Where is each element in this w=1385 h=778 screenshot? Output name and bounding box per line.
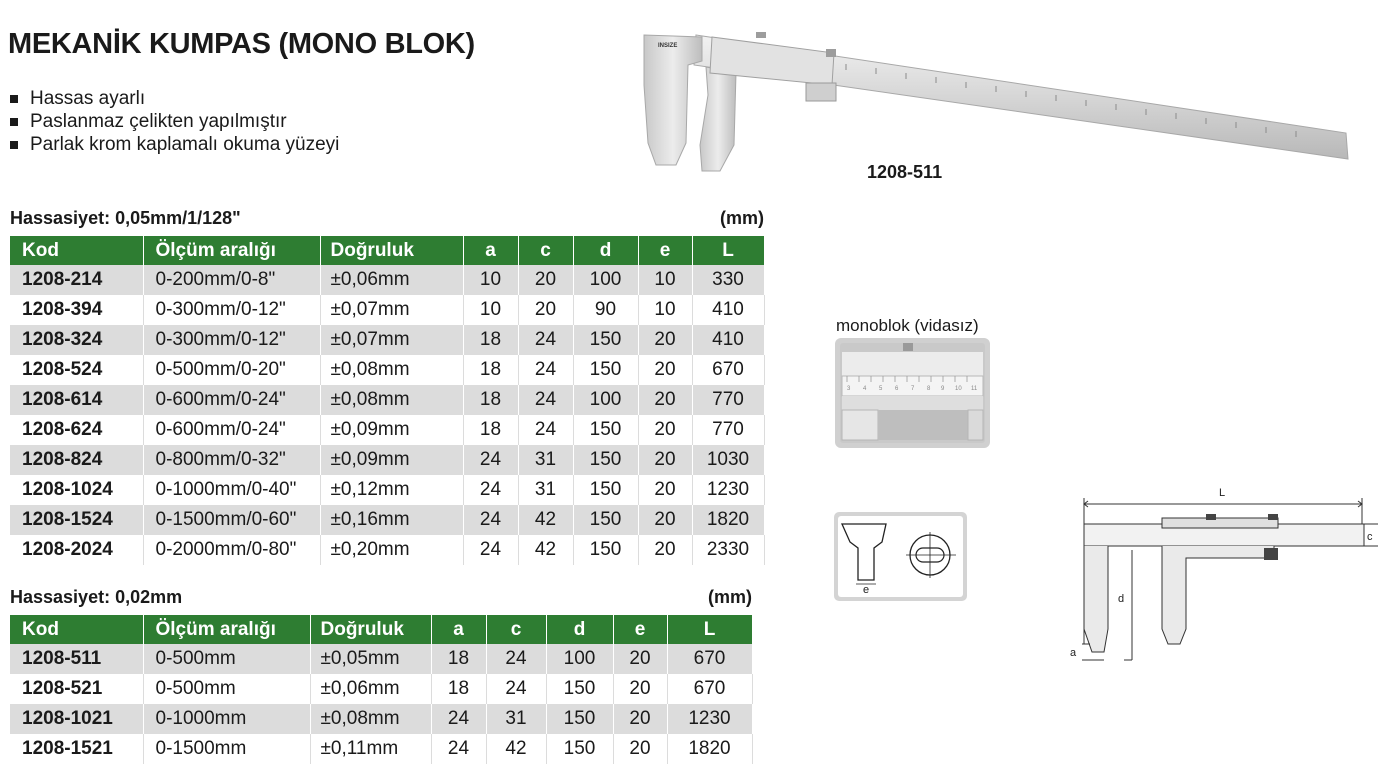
table-cell: 150 [573,475,638,505]
table-header-row [10,236,764,265]
monoblock-label: monoblok (vidasız) [836,316,979,335]
table-cell: 670 [692,355,764,385]
table-cell: 24 [463,475,518,505]
table-cell: 1230 [667,704,752,734]
table-cell: 42 [518,535,573,565]
table-row [10,415,764,445]
table-cell: 31 [518,475,573,505]
table-cell: ±0,07mm [320,295,463,325]
table-cell: 24 [486,644,546,674]
table-cell: 1030 [692,445,764,475]
jaw-profile-diagram [834,512,967,601]
table-row [10,295,764,325]
table-cell: 20 [518,265,573,295]
table-cell: ±0,07mm [320,325,463,355]
table-cell: 670 [667,644,752,674]
table-cell: 20 [638,505,692,535]
table-cell: 18 [431,644,486,674]
table-cell: 410 [692,325,764,355]
dimension-label-L: L [1219,487,1226,499]
scale-number: 7 [911,386,915,392]
table-cell: 20 [638,445,692,475]
table-cell: 1208-394 [10,295,143,325]
product-image-caption: 1208-511 [867,162,943,182]
column-header: L [692,236,764,265]
table1-unit: (mm) [720,208,764,228]
table2-heading [10,587,752,608]
table-cell: 20 [518,295,573,325]
table-cell: 150 [573,325,638,355]
column-header: e [638,236,692,265]
caliper-product-image [636,25,1352,175]
table-cell: ±0,09mm [320,445,463,475]
table-cell: 0-600mm/0-24" [143,415,320,445]
table1-precision: Hassasiyet: 0,05mm/1/128" [10,208,241,228]
table-row [10,355,764,385]
table-cell: 20 [638,535,692,565]
scale-number: 11 [971,386,978,392]
table-cell: 20 [638,475,692,505]
table-cell: 1208-214 [10,265,143,295]
table-cell: 0-1000mm [143,704,310,734]
table-cell: 1820 [692,505,764,535]
table-cell: 1208-1521 [10,734,143,764]
column-header: Ölçüm aralığı [143,236,320,265]
table-cell: 150 [546,674,613,704]
monoblock-detail-image [835,338,990,448]
table-cell: 20 [638,385,692,415]
column-header: Doğruluk [320,236,463,265]
column-header: d [573,236,638,265]
table-cell: 1230 [692,475,764,505]
table-cell: 100 [573,265,638,295]
scale-number: 10 [955,386,962,392]
table-cell: 770 [692,415,764,445]
table-cell: 24 [486,674,546,704]
table-cell: 0-500mm/0-20" [143,355,320,385]
table-cell: 1208-1021 [10,704,143,734]
table-cell: 150 [573,535,638,565]
table-cell: ±0,06mm [320,265,463,295]
table-cell: ±0,09mm [320,415,463,445]
table-cell: 90 [573,295,638,325]
scale-number: 9 [941,386,945,392]
table-cell: 1208-511 [10,644,143,674]
table-cell: ±0,16mm [320,505,463,535]
table2-unit: (mm) [708,587,752,607]
table-row [10,734,752,764]
table-cell: 150 [573,445,638,475]
table-row [10,325,764,355]
scale-number: 8 [927,386,931,392]
table-cell: 1208-624 [10,415,143,445]
table-cell: 20 [613,644,667,674]
table-cell: 0-800mm/0-32" [143,445,320,475]
table-cell: 150 [573,415,638,445]
table-cell: 24 [518,385,573,415]
table-cell: 1208-521 [10,674,143,704]
feature-item [10,87,339,110]
brand-logo-text: INSIZE [658,43,678,49]
scale-number: 4 [863,386,867,392]
feature-item [10,110,339,133]
bullet-icon [10,118,18,126]
table-cell: ±0,11mm [310,734,431,764]
column-header: e [613,615,667,644]
feature-text: Parlak krom kaplamalı okuma yüzeyi [30,134,340,155]
table-cell: 24 [431,704,486,734]
table-cell: 1208-1524 [10,505,143,535]
dimension-label-d: d [1118,593,1125,605]
table-cell: 24 [463,505,518,535]
table-cell: 670 [667,674,752,704]
table-cell: 24 [518,325,573,355]
table-cell: 24 [463,535,518,565]
table-row [10,644,752,674]
table-row [10,475,764,505]
table-cell: ±0,06mm [310,674,431,704]
column-header: c [486,615,546,644]
table-cell: 10 [463,295,518,325]
column-header: a [431,615,486,644]
table-cell: 0-600mm/0-24" [143,385,320,415]
table-cell: 100 [573,385,638,415]
table-cell: 24 [518,415,573,445]
table-cell: 150 [546,734,613,764]
table-cell: 0-300mm/0-12" [143,295,320,325]
table-cell: 20 [613,704,667,734]
table-row [10,535,764,565]
table-cell: ±0,12mm [320,475,463,505]
dimension-label-e: e [863,584,870,596]
table-cell: 0-500mm [143,644,310,674]
feature-text: Hassas ayarlı [30,88,146,109]
table-cell: ±0,20mm [320,535,463,565]
table-cell: ±0,08mm [320,385,463,415]
table-cell: 10 [638,265,692,295]
table-cell: 410 [692,295,764,325]
table-cell: 0-200mm/0-8" [143,265,320,295]
table-cell: 20 [638,415,692,445]
table-cell: 31 [518,445,573,475]
scale-number: 5 [879,386,883,392]
dimension-label-c: c [1367,531,1373,543]
table-cell: 31 [486,704,546,734]
table-header-row [10,615,752,644]
table-cell: 42 [486,734,546,764]
table-cell: 0-500mm [143,674,310,704]
table-row [10,385,764,415]
table-cell: 1820 [667,734,752,764]
table-cell: 330 [692,265,764,295]
table-cell: ±0,08mm [320,355,463,385]
bullet-icon [10,95,18,103]
table1-heading [10,208,764,229]
column-header: L [667,615,752,644]
scale-number: 6 [895,386,899,392]
column-header: c [518,236,573,265]
table-cell: 2330 [692,535,764,565]
column-header: Kod [10,236,143,265]
scale-number: 3 [847,386,851,392]
column-header: a [463,236,518,265]
table-cell: 24 [518,355,573,385]
dimension-label-a: a [1070,647,1077,659]
table-cell: 20 [638,355,692,385]
spec-table-1 [10,236,765,565]
spec-table-2 [10,615,753,764]
feature-item [10,133,339,156]
table-cell: 770 [692,385,764,415]
bullet-icon [10,141,18,149]
table-cell: 0-300mm/0-12" [143,325,320,355]
column-header: Ölçüm aralığı [143,615,310,644]
column-header: Doğruluk [310,615,431,644]
table-cell: 0-2000mm/0-80" [143,535,320,565]
table-cell: 1208-524 [10,355,143,385]
table-cell: 150 [573,355,638,385]
table-cell: 100 [546,644,613,674]
table-row [10,265,764,295]
table-cell: ±0,05mm [310,644,431,674]
table-cell: 150 [546,704,613,734]
table-cell: 18 [431,674,486,704]
column-header: Kod [10,615,143,644]
table-cell: 0-1000mm/0-40" [143,475,320,505]
table-cell: 18 [463,355,518,385]
feature-text: Paslanmaz çelikten yapılmıştır [30,111,287,132]
table-cell: 20 [613,674,667,704]
table-cell: 1208-324 [10,325,143,355]
table-cell: 42 [518,505,573,535]
table-row [10,674,752,704]
table-row [10,445,764,475]
caliper-dimension-diagram [1062,484,1378,674]
table-cell: 18 [463,385,518,415]
table-row [10,704,752,734]
table-cell: 1208-1024 [10,475,143,505]
table-cell: 10 [463,265,518,295]
table-cell: 18 [463,325,518,355]
table-cell: 1208-824 [10,445,143,475]
table-row [10,505,764,535]
table-cell: 0-1500mm [143,734,310,764]
table-cell: 24 [431,734,486,764]
table-cell: 10 [638,295,692,325]
table-cell: 150 [573,505,638,535]
table-cell: 0-1500mm/0-60" [143,505,320,535]
table-cell: 20 [638,325,692,355]
page-title: MEKANİK KUMPAS (MONO BLOK) [8,28,475,60]
table-cell: 1208-2024 [10,535,143,565]
table-cell: 18 [463,415,518,445]
table-cell: 1208-614 [10,385,143,415]
table-cell: ±0,08mm [310,704,431,734]
table-cell: 20 [613,734,667,764]
column-header: d [546,615,613,644]
feature-list [10,87,339,156]
table2-precision: Hassasiyet: 0,02mm [10,587,183,607]
table-cell: 24 [463,445,518,475]
